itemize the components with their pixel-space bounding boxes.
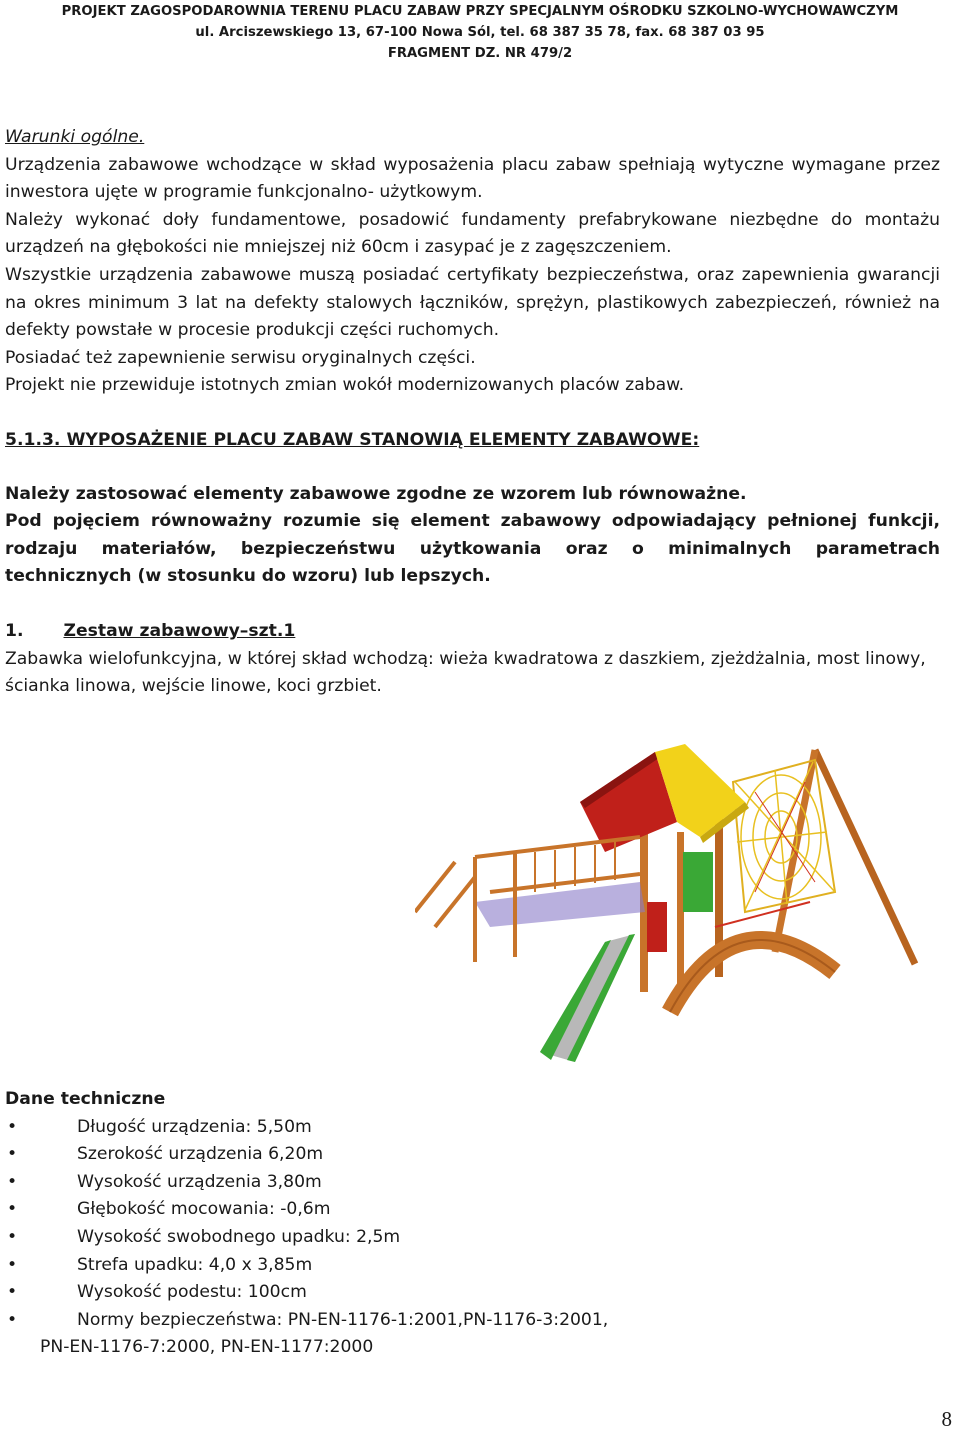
general-paragraph-project-scope: Projekt nie przewiduje istotnych zmian wokół modernizowanych placów zabaw. (5, 375, 685, 396)
technical-data-continuation: PN-EN-1176-7:2000, PN-EN-1177:2000 (40, 1337, 374, 1358)
spacer (5, 400, 940, 427)
item-title: Zestaw zabawowy–szt.1 (63, 620, 296, 641)
page-header (0, 0, 960, 64)
item-number: 1. (5, 620, 24, 641)
item-description: Zabawka wielofunkcyjna, w której skład wchodzą: wieża kwadratowa z daszkiem, zjeżdżalnia, most linowy, ścianka linowa, wejście linowe, koci grzbiet. (5, 648, 926, 697)
bullet-icon: • (7, 1171, 18, 1192)
technical-data-value: Wysokość urządzenia 3,80m (77, 1171, 322, 1192)
technical-data-value: Wysokość swobodnego upadku: 2,5m (77, 1226, 401, 1247)
section-equivalent-definition: Pod pojęciem równoważny rozumie się element zabawowy odpowiadający pełnionej funkcji, rodzaju materiałów, bezpieczeństwu użytkowania oraz o minimalnych parametrach technicznych (w stosunku do wzoru) lub lepszych. (5, 511, 940, 587)
bullet-icon: • (7, 1226, 18, 1247)
header-project-title: PROJEKT ZAGOSPODAROWNIA TERENU PLACU ZABAW PRZY SPECJALNYM OŚRODKU SZKOLNO-WYCHOWAWCZYM (61, 4, 899, 19)
bullet-icon: • (7, 1199, 18, 1220)
technical-data-value: Normy bezpieczeństwa: PN-EN-1176-1:2001,PN-1176-3:2001, (77, 1309, 609, 1330)
technical-data-heading: Dane techniczne (5, 1089, 166, 1109)
technical-data-value: Głębokość mocowania: -0,6m (77, 1199, 331, 1220)
list-item (5, 1307, 940, 1335)
list-item (5, 1252, 940, 1280)
list-item (5, 1196, 940, 1224)
document-body (5, 124, 940, 701)
list-item (5, 1169, 940, 1197)
general-paragraph-certificates: Wszystkie urządzenia zabawowe muszą posiadać certyfikaty bezpieczeństwa, oraz zapewnienia gwarancji na okres minimum 3 lat na defekty stalowych łączników, sprężyn, plastikowych zabezpieczeń, również na defekty powstałe w procesie produkcji części ruchomych. (5, 264, 940, 341)
page-number: 8 (941, 1407, 952, 1431)
general-paragraph-foundations: Należy wykonać doły fundamentowe, posadowić fundamenty prefabrykowane niezbędne do montażu urządzeń na głębokości nie mniejszej niż 60cm i zasypać je z zagęszczeniem. (5, 209, 940, 258)
technical-data-value: Szerokość urządzenia 6,20m (77, 1144, 324, 1165)
list-item (5, 1279, 940, 1307)
list-item (5, 1224, 940, 1252)
bullet-icon: • (7, 1254, 18, 1275)
general-paragraph-requirements: Urządzenia zabawowe wchodzące w skład wyposażenia placu zabaw spełniają wytyczne wymagane przez inwestora ujęte w programie funkcjonalno- użytkowym. (5, 154, 940, 203)
section-rule: Należy zastosować elementy zabawowe zgodne ze wzorem lub równoważne. (5, 483, 747, 504)
spacer (5, 591, 940, 618)
list-item (5, 1114, 940, 1142)
bullet-icon: • (7, 1309, 18, 1330)
technical-data (5, 1086, 940, 1362)
technical-data-list (5, 1114, 940, 1335)
bullet-icon: • (7, 1144, 18, 1165)
list-item (5, 1141, 940, 1169)
general-conditions-heading: Warunki ogólne. (5, 127, 145, 147)
bullet-icon: • (7, 1282, 18, 1303)
bullet-icon: • (7, 1116, 18, 1137)
header-plot-number: FRAGMENT DZ. NR 479/2 (387, 46, 573, 61)
section-title: 5.1.3. WYPOSAŻENIE PLACU ZABAW STANOWIĄ ELEMENTY ZABAWOWE: (5, 429, 700, 450)
general-paragraph-service: Posiadać też zapewnienie serwisu oryginalnych części. (5, 347, 476, 368)
item-heading (5, 618, 940, 646)
technical-data-value: Strefa upadku: 4,0 x 3,85m (77, 1254, 313, 1275)
playground-set-image (415, 742, 945, 1082)
spacer (5, 455, 940, 481)
technical-data-value: Wysokość podestu: 100cm (77, 1282, 307, 1303)
technical-data-value: Długość urządzenia: 5,50m (77, 1116, 312, 1137)
header-address: ul. Arciszewskiego 13, 67-100 Nowa Sól, tel. 68 387 35 78, fax. 68 387 03 95 (195, 25, 765, 40)
